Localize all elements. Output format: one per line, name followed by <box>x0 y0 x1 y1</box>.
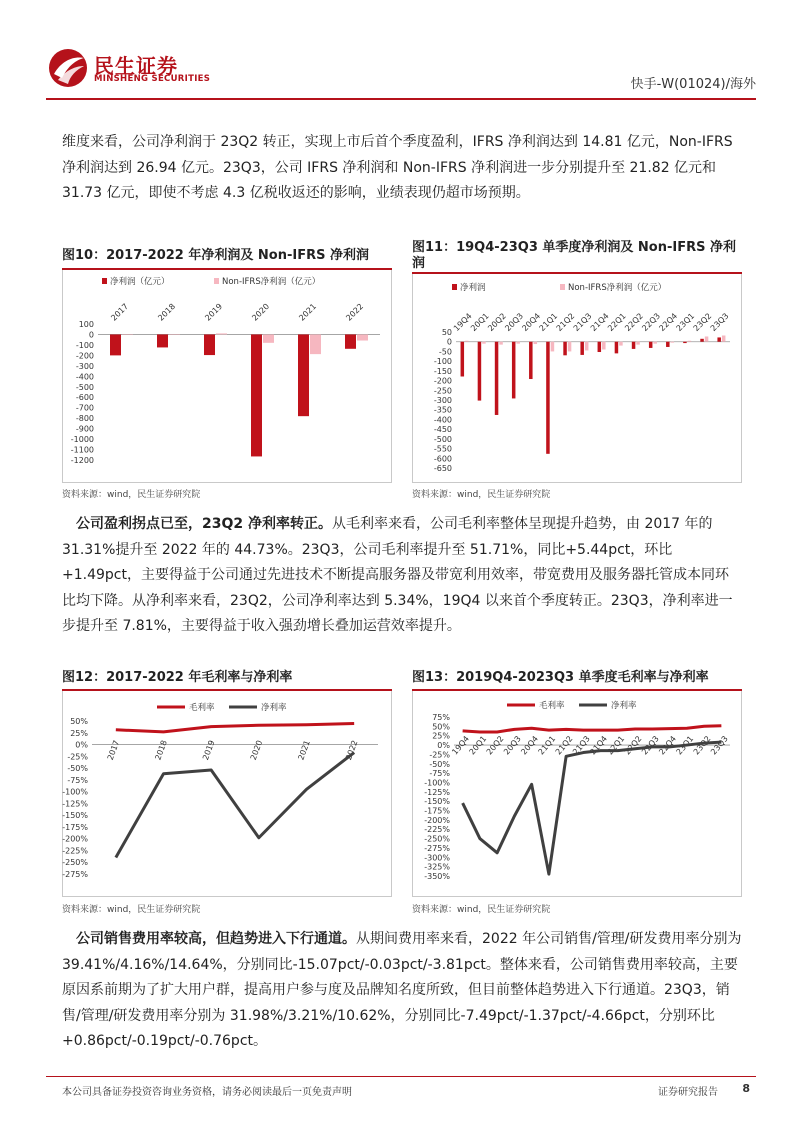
header-divider <box>46 98 756 100</box>
y-tick-label: -100 <box>75 340 94 350</box>
footer-disclaimer: 本公司具备证券投资咨询业务资格，请务必阅读最后一页免责声明 <box>62 1087 352 1098</box>
x-tick-label: 20Q3 <box>503 311 525 334</box>
y-tick-label: -25% <box>429 750 450 760</box>
x-tick-label: 23Q1 <box>674 734 696 757</box>
bar-non-ifrs <box>636 342 640 345</box>
bar-net-profit <box>110 334 121 355</box>
bar-net-profit <box>666 342 670 347</box>
legend-label-0: 毛利率 <box>539 701 565 711</box>
y-tick-label: -100% <box>424 778 450 788</box>
bar-net-profit <box>529 342 533 379</box>
y-tick-label: -200 <box>75 351 94 361</box>
logo-english-name: MINSHENG SECURITIES <box>94 74 211 84</box>
y-tick-label: -150 <box>433 366 452 376</box>
fig13-title: 图13：2019Q4-2023Q3 单季度毛利率与净利率 <box>412 670 709 685</box>
legend-label-1: 净利率 <box>261 703 287 713</box>
y-tick-label: -1100 <box>70 445 94 455</box>
legend-label-1: Non-IFRS净利润（亿元） <box>568 283 667 293</box>
y-tick-label: 0% <box>437 741 450 751</box>
paragraph-expense-body: 从期间费用率来看，2022 年公司销售/管理/研发费用率分别为 39.41%/4.16%/14.64%，分别同比-15.07pct/-0.03pct/-3.81pct。整体来看，公司销售费用率较高，主要原因系前期为了扩大用户群，提高用户参与度及品牌知名度所致，但目前整体趋势进入下行通道。23Q3，销售/管理/研发费用率分别为 31.98%/3.21%/10.62%，分别同比-7.49pct/-1.37pct/-4.66pct，分别环比+0.86pct/-0.19pct/-0.76pct。 <box>62 931 742 1049</box>
bar-net-profit <box>478 342 482 401</box>
fig11-title: 图11：19Q4-23Q3 单季度净利润及 Non-IFRS 净利润 <box>412 240 736 271</box>
legend-label-1: 净利率 <box>611 701 637 711</box>
bar-non-ifrs <box>534 342 538 344</box>
bar-non-ifrs <box>482 342 486 344</box>
x-tick-label: 21Q3 <box>571 734 592 757</box>
x-tick-label: 21Q3 <box>571 311 594 334</box>
bar-net-profit <box>683 342 687 343</box>
footer-report-type: 证券研究报告 <box>658 1087 718 1098</box>
fig12-chart <box>62 691 392 896</box>
fig12-source: 资料来源：wind，民生证券研究院 <box>62 905 201 915</box>
legend-swatch-0 <box>452 284 457 290</box>
x-tick-label: 23Q3 <box>709 734 730 757</box>
y-tick-label: -350% <box>424 872 450 881</box>
y-tick-label: 50% <box>432 722 450 732</box>
y-tick-label: 100 <box>78 320 94 329</box>
bar-net-profit <box>461 342 465 377</box>
line-net-margin <box>463 742 722 874</box>
x-tick-label: 2022 <box>344 301 366 323</box>
bar-net-profit <box>563 342 567 356</box>
legend-label-0: 净利润（亿元） <box>110 277 170 287</box>
bar-net-profit <box>615 342 619 354</box>
line-gross-margin <box>116 723 354 731</box>
fig10-title: 图10：2017-2022 年净利润及 Non-IFRS 净利润 <box>62 248 369 263</box>
y-tick-label: -100 <box>433 357 452 367</box>
fig11-chart <box>412 274 742 482</box>
y-tick-label: -650 <box>433 464 452 473</box>
x-tick-label: 20Q2 <box>486 311 508 334</box>
legend-swatch-1 <box>214 278 219 284</box>
bar-non-ifrs <box>585 342 589 351</box>
y-tick-label: -275% <box>62 870 88 879</box>
x-tick-label: 22Q4 <box>657 734 679 757</box>
x-tick-label: 2019 <box>201 739 217 762</box>
y-tick-label: -450 <box>433 425 452 435</box>
y-tick-label: -600 <box>75 393 94 403</box>
legend-label-0: 毛利率 <box>189 703 215 713</box>
y-tick-label: 50% <box>70 717 88 726</box>
x-tick-label: 20Q1 <box>467 734 489 757</box>
y-tick-label: -700 <box>75 403 94 413</box>
x-tick-label: 21Q1 <box>537 311 560 334</box>
bar-non-ifrs <box>619 342 623 346</box>
minsheng-logo-icon <box>48 48 88 88</box>
x-tick-label: 22Q3 <box>640 311 662 334</box>
y-tick-label: -600 <box>433 454 452 464</box>
bar-net-profit <box>580 342 584 355</box>
x-tick-label: 20Q4 <box>519 734 541 757</box>
bar-net-profit <box>157 334 168 347</box>
x-tick-label: 22Q4 <box>657 311 680 334</box>
bar-net-profit <box>204 334 215 355</box>
y-tick-label: -125% <box>424 787 450 797</box>
x-tick-label: 2017 <box>109 301 131 323</box>
bar-non-ifrs <box>653 342 657 344</box>
bar-non-ifrs <box>705 336 709 341</box>
x-tick-label: 20Q4 <box>520 311 543 334</box>
bar-non-ifrs <box>465 341 469 342</box>
x-tick-label: 2018 <box>153 739 169 762</box>
y-tick-label: -275% <box>424 843 450 853</box>
paragraph-expense <box>62 927 742 1055</box>
y-tick-label: 0 <box>88 330 94 340</box>
bar-non-ifrs <box>602 342 606 350</box>
bar-non-ifrs <box>499 342 503 345</box>
y-tick-label: -75% <box>429 769 450 779</box>
fig11-source: 资料来源：wind，民生证券研究院 <box>412 490 551 500</box>
y-tick-label: -1200 <box>70 456 94 465</box>
x-tick-label: 21Q2 <box>553 734 575 757</box>
page-number: 8 <box>742 1082 750 1095</box>
x-tick-label: 22Q1 <box>606 311 628 334</box>
x-tick-label: 2021 <box>297 301 319 323</box>
x-tick-label: 2017 <box>105 739 122 762</box>
bar-net-profit <box>632 342 636 349</box>
y-tick-label: -900 <box>75 424 94 434</box>
y-tick-label: -200% <box>424 815 450 825</box>
x-tick-label: 19Q4 <box>451 311 474 334</box>
bar-net-profit <box>495 342 499 415</box>
x-tick-label: 22Q3 <box>640 734 661 757</box>
x-tick-label: 21Q2 <box>554 311 577 334</box>
x-tick-label: 20Q2 <box>484 734 506 757</box>
x-tick-label: 2022 <box>344 739 360 762</box>
bar-non-ifrs <box>671 342 675 343</box>
y-tick-label: -250 <box>433 386 452 396</box>
y-tick-label: -50% <box>67 764 88 774</box>
y-tick-label: -150% <box>424 797 450 807</box>
x-tick-label: 2018 <box>156 301 178 323</box>
x-tick-label: 2020 <box>250 301 272 323</box>
y-tick-label: -175% <box>62 822 88 832</box>
x-tick-label: 19Q4 <box>450 734 472 757</box>
bar-net-profit <box>298 334 309 416</box>
bar-non-ifrs <box>722 335 726 341</box>
y-tick-label: 0% <box>75 740 88 750</box>
y-tick-label: -175% <box>424 806 450 816</box>
fig12-title: 图12：2017-2022 年毛利率与净利率 <box>62 670 293 685</box>
y-tick-label: -300% <box>424 853 450 863</box>
paragraph-margin-lead: 公司盈利拐点已至，23Q2 净利率转正。 <box>76 516 332 532</box>
y-tick-label: -225% <box>62 846 88 856</box>
x-tick-label: 23Q1 <box>674 311 697 334</box>
bar-non-ifrs <box>216 333 227 334</box>
y-tick-label: -100% <box>62 787 88 797</box>
y-tick-label: -325% <box>424 862 450 872</box>
y-tick-label: -550 <box>433 444 452 454</box>
line-net-margin <box>116 753 354 858</box>
y-tick-label: -75% <box>67 775 88 785</box>
y-tick-label: -225% <box>424 825 450 835</box>
bar-net-profit <box>598 342 602 352</box>
bar-non-ifrs <box>568 342 572 352</box>
legend-swatch-0 <box>102 278 107 284</box>
y-tick-label: -250% <box>62 858 88 868</box>
bar-non-ifrs <box>310 334 321 354</box>
bar-net-profit <box>512 342 516 399</box>
line-gross-margin <box>463 726 722 732</box>
y-tick-label: 75% <box>432 713 450 722</box>
y-tick-label: -500 <box>433 434 452 444</box>
legend-swatch-1 <box>560 284 565 290</box>
y-tick-label: -350 <box>433 405 452 415</box>
paragraph-margin <box>62 512 742 640</box>
y-tick-label: -150% <box>62 811 88 821</box>
y-tick-label: -125% <box>62 799 88 809</box>
x-tick-label: 22Q2 <box>623 311 645 334</box>
x-tick-label: 2021 <box>296 739 312 762</box>
y-tick-label: -50 <box>438 347 452 357</box>
bar-non-ifrs <box>688 341 692 342</box>
bar-non-ifrs <box>551 342 555 352</box>
y-tick-label: 25% <box>432 731 450 741</box>
x-tick-label: 23Q2 <box>691 734 713 757</box>
x-tick-label: 2019 <box>203 301 225 323</box>
paragraph-expense-lead: 公司销售费用率较高，但趋势进入下行通道。 <box>76 931 356 947</box>
x-tick-label: 23Q2 <box>691 311 714 334</box>
fig13-chart <box>412 691 742 896</box>
x-tick-label: 22Q2 <box>622 734 644 757</box>
legend-label-0: 净利润 <box>460 283 486 293</box>
x-tick-label: 21Q1 <box>536 734 558 757</box>
x-tick-label: 21Q4 <box>588 311 611 334</box>
y-tick-label: 25% <box>70 728 88 738</box>
bar-net-profit <box>345 334 356 348</box>
x-tick-label: 23Q3 <box>708 311 731 334</box>
fig10-source: 资料来源：wind，民生证券研究院 <box>62 490 201 500</box>
bar-net-profit <box>546 342 550 454</box>
paragraph-net-profit: 维度来看，公司净利润于 23Q2 转正，实现上市后首个季度盈利，IFRS 净利润达到 14.81 亿元，Non-IFRS 净利润达到 26.94 亿元。23Q3，公司 IFRS 净利润和 Non-IFRS 净利润进一步分别提升至 21.82 亿元和 31.73 亿元，即使不考虑 4.3 亿税收返还的影响，业绩表现仍超市场预期。 <box>62 134 733 201</box>
bar-net-profit <box>717 337 721 341</box>
logo-chinese-name: 民生证券 <box>94 54 178 78</box>
y-tick-label: -25% <box>67 752 88 762</box>
y-tick-label: 50 <box>441 328 452 337</box>
x-tick-label: 21Q4 <box>588 734 610 757</box>
y-tick-label: -50% <box>429 759 450 769</box>
bar-non-ifrs <box>263 334 274 342</box>
y-tick-label: -400 <box>433 415 452 425</box>
bar-non-ifrs <box>357 334 368 340</box>
fig10-chart <box>62 270 392 482</box>
y-tick-label: 0 <box>446 337 452 347</box>
x-tick-label: 20Q1 <box>469 311 491 334</box>
paragraph-margin-body: 从毛利率来看，公司毛利率整体呈现提升趋势，由 2017 年的 31.31%提升至 2022 年的 44.73%。23Q3，公司毛利率提升至 51.71%，同比+5.44pct，环比+1.49pct，主要得益于公司通过先进技术不断提高服务器及带宽利用效率，带宽费用及服务器托管成本同环比均下降。从净利率来看，23Q2，公司净利率达到 5.34%，19Q4 以来首个季度转正。23Q3，净利率进一步提升至 7.81%，主要得益于收入强劲增长叠加运营效率提升。 <box>62 516 733 634</box>
x-tick-label: 20Q3 <box>502 734 523 757</box>
y-tick-label: -500 <box>75 382 94 392</box>
bar-net-profit <box>649 342 653 348</box>
bar-net-profit <box>251 334 262 456</box>
y-tick-label: -200% <box>62 834 88 844</box>
x-tick-label: 22Q1 <box>605 734 627 757</box>
footer-divider <box>46 1076 756 1077</box>
y-tick-label: -250% <box>424 834 450 844</box>
y-tick-label: -400 <box>75 372 94 382</box>
stock-ticker: 快手-W(01024)/海外 <box>630 77 756 92</box>
y-tick-label: -300 <box>75 361 94 371</box>
bar-non-ifrs <box>169 334 180 335</box>
legend-label-1: Non-IFRS净利润（亿元） <box>222 277 321 287</box>
y-tick-label: -300 <box>433 396 452 405</box>
bar-non-ifrs <box>122 334 133 335</box>
bar-net-profit <box>700 339 704 342</box>
bar-non-ifrs <box>516 342 520 344</box>
fig13-source: 资料来源：wind，民生证券研究院 <box>412 905 551 915</box>
y-tick-label: -200 <box>433 376 452 386</box>
x-tick-label: 2020 <box>248 739 265 762</box>
y-tick-label: -1000 <box>70 435 94 445</box>
y-tick-label: -800 <box>75 414 94 424</box>
